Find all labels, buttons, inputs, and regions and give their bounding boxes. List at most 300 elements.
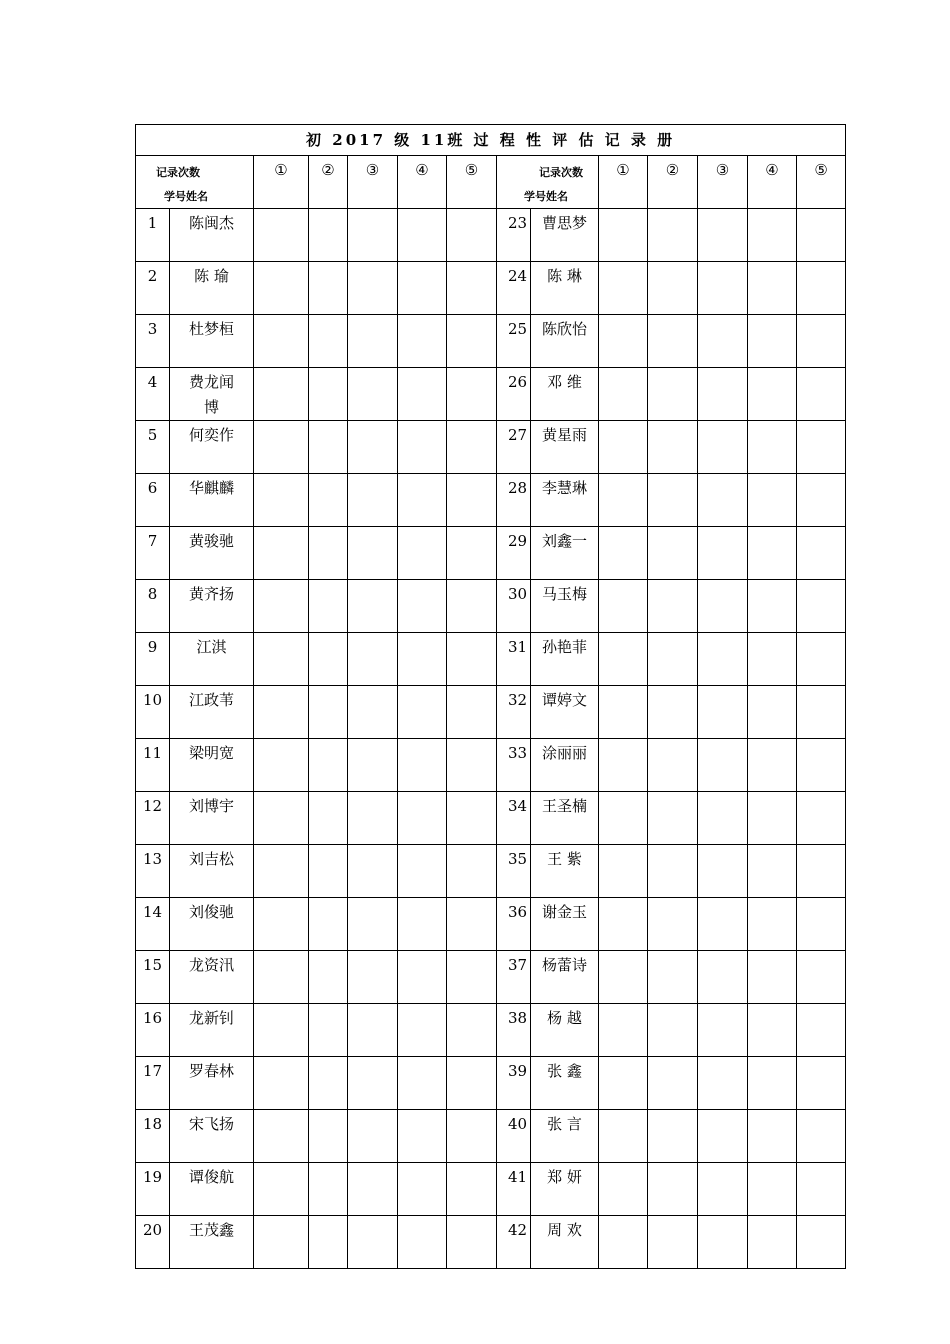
right-score-cell-4[interactable] — [748, 898, 797, 951]
left-score-cell-4[interactable] — [398, 951, 447, 1004]
left-score-cell-4[interactable] — [398, 1110, 447, 1163]
left-score-cell-3[interactable] — [348, 368, 398, 421]
left-score-cell-3[interactable] — [348, 1163, 398, 1216]
left-score-cell-1[interactable] — [254, 1057, 309, 1110]
right-score-cell-3[interactable] — [698, 951, 748, 1004]
left-student-name-text: 黄齐扬 — [188, 585, 234, 603]
record-count-label: 记录次数 — [156, 166, 200, 179]
left-score-cell-3[interactable] — [348, 1004, 398, 1057]
left-score-cell-5[interactable] — [447, 1163, 497, 1216]
left-student-name-text: 龙新钊 — [188, 1009, 234, 1027]
left-score-cell-2[interactable] — [309, 1057, 348, 1110]
right-student-name-text: 王圣楠 — [541, 797, 587, 815]
right-score-cell-3[interactable] — [698, 898, 748, 951]
right-student-name — [531, 951, 599, 1004]
right-score-cell-5[interactable] — [797, 951, 846, 1004]
left-score-cell-3[interactable] — [348, 686, 398, 739]
right-score-cell-3[interactable] — [698, 633, 748, 686]
right-score-cell-2[interactable] — [648, 1110, 698, 1163]
right-student-name — [531, 633, 599, 686]
left-score-cell-3[interactable] — [348, 845, 398, 898]
right-student-name-text: 马玉梅 — [541, 585, 587, 603]
right-score-cell-2[interactable] — [648, 1163, 698, 1216]
right-student-name — [531, 1110, 599, 1163]
left-student-name — [170, 792, 254, 845]
right-score-cell-1[interactable] — [599, 898, 648, 951]
left-score-cell-4[interactable] — [398, 368, 447, 421]
right-score-cell-1[interactable] — [599, 209, 648, 262]
left-student-name — [170, 951, 254, 1004]
right-score-cell-1[interactable] — [599, 1216, 648, 1269]
left-student-name-text: 华麒麟 — [188, 479, 234, 497]
student-row — [136, 1110, 846, 1163]
right-student-name — [531, 421, 599, 474]
right-student-name-text: 孙艳菲 — [541, 638, 587, 656]
right-student-number: 42 — [497, 1216, 531, 1269]
left-student-name — [170, 1110, 254, 1163]
right-score-cell-5[interactable] — [797, 580, 846, 633]
left-score-cell-1[interactable] — [254, 845, 309, 898]
left-score-cell-2[interactable] — [309, 845, 348, 898]
left-score-cell-4[interactable] — [398, 1057, 447, 1110]
right-score-cell-4[interactable] — [748, 686, 797, 739]
left-score-cell-1[interactable] — [254, 633, 309, 686]
left-score-cell-2[interactable] — [309, 580, 348, 633]
right-student-name-text: 陈欣怡 — [541, 320, 587, 338]
left-score-cell-1[interactable] — [254, 315, 309, 368]
left-student-name-text: 刘博宇 — [188, 797, 234, 815]
left-score-cell-2[interactable] — [309, 792, 348, 845]
left-score-cell-2[interactable] — [309, 1004, 348, 1057]
right-score-cell-2[interactable] — [648, 951, 698, 1004]
left-score-cell-5[interactable] — [447, 368, 497, 421]
mark-4-header: ④ — [748, 156, 797, 209]
left-score-cell-2[interactable] — [309, 1216, 348, 1269]
right-score-cell-4[interactable] — [748, 633, 797, 686]
left-score-cell-3[interactable] — [348, 898, 398, 951]
right-score-cell-2[interactable] — [648, 315, 698, 368]
student-row — [136, 951, 846, 1004]
left-score-cell-3[interactable] — [348, 792, 398, 845]
right-score-cell-3[interactable] — [698, 209, 748, 262]
right-student-name — [531, 845, 599, 898]
left-student-number: 10 — [136, 686, 170, 739]
left-score-cell-4[interactable] — [398, 792, 447, 845]
left-score-cell-3[interactable] — [348, 474, 398, 527]
left-score-cell-3[interactable] — [348, 527, 398, 580]
left-student-name — [170, 845, 254, 898]
left-score-cell-2[interactable] — [309, 1110, 348, 1163]
left-student-name — [170, 474, 254, 527]
right-student-number: 26 — [497, 368, 531, 421]
right-score-cell-1[interactable] — [599, 527, 648, 580]
right-student-number: 23 — [497, 209, 531, 262]
mark-5-header: ⑤ — [797, 156, 846, 209]
left-score-cell-1[interactable] — [254, 792, 309, 845]
mark-1-header: ① — [599, 156, 648, 209]
left-score-cell-3[interactable] — [348, 580, 398, 633]
right-score-cell-1[interactable] — [599, 421, 648, 474]
right-student-name-text: 张 鑫 — [547, 1062, 582, 1080]
left-student-name — [170, 633, 254, 686]
left-student-name — [170, 1057, 254, 1110]
left-student-number: 16 — [136, 1004, 170, 1057]
student-row — [136, 421, 846, 474]
right-score-cell-2[interactable] — [648, 262, 698, 315]
left-score-cell-2[interactable] — [309, 898, 348, 951]
left-score-cell-4[interactable] — [398, 262, 447, 315]
left-score-cell-4[interactable] — [398, 845, 447, 898]
header-diagonal-cell-left — [136, 156, 254, 209]
right-score-cell-5[interactable] — [797, 1057, 846, 1110]
right-student-name-text: 王 紫 — [547, 850, 582, 868]
right-score-cell-3[interactable] — [698, 474, 748, 527]
left-student-number: 7 — [136, 527, 170, 580]
right-score-cell-3[interactable] — [698, 315, 748, 368]
right-student-number: 40 — [497, 1110, 531, 1163]
right-score-cell-4[interactable] — [748, 739, 797, 792]
left-score-cell-2[interactable] — [309, 421, 348, 474]
right-student-number: 33 — [497, 739, 531, 792]
page-title: 初 2017 级 11班 过 程 性 评 估 记 录 册 — [136, 125, 846, 156]
left-student-name-text: 刘俊驰 — [188, 903, 234, 921]
left-score-cell-3[interactable] — [348, 262, 398, 315]
left-score-cell-3[interactable] — [348, 1216, 398, 1269]
right-score-cell-1[interactable] — [599, 792, 648, 845]
left-score-cell-2[interactable] — [309, 1163, 348, 1216]
left-score-cell-2[interactable] — [309, 315, 348, 368]
right-score-cell-2[interactable] — [648, 898, 698, 951]
right-student-name — [531, 1163, 599, 1216]
left-score-cell-4[interactable] — [398, 315, 447, 368]
right-score-cell-3[interactable] — [698, 686, 748, 739]
left-score-cell-2[interactable] — [309, 262, 348, 315]
left-score-cell-1[interactable] — [254, 421, 309, 474]
header-row — [136, 156, 846, 209]
right-score-cell-5[interactable] — [797, 315, 846, 368]
right-student-name-text: 李慧琳 — [541, 479, 587, 497]
student-row — [136, 209, 846, 262]
right-score-cell-2[interactable] — [648, 474, 698, 527]
left-score-cell-4[interactable] — [398, 474, 447, 527]
right-student-name — [531, 1004, 599, 1057]
right-student-name-text: 曹思梦 — [541, 214, 587, 232]
left-score-cell-5[interactable] — [447, 898, 497, 951]
student-row — [136, 1057, 846, 1110]
left-student-number: 11 — [136, 739, 170, 792]
right-student-name-text: 杨蕾诗 — [541, 956, 587, 974]
right-score-cell-5[interactable] — [797, 527, 846, 580]
right-score-cell-5[interactable] — [797, 1110, 846, 1163]
right-score-cell-5[interactable] — [797, 686, 846, 739]
left-score-cell-2[interactable] — [309, 951, 348, 1004]
left-score-cell-3[interactable] — [348, 1110, 398, 1163]
right-student-number: 32 — [497, 686, 531, 739]
left-student-name-text: 何奕作 — [188, 426, 234, 444]
left-score-cell-4[interactable] — [398, 898, 447, 951]
right-score-cell-2[interactable] — [648, 792, 698, 845]
left-score-cell-4[interactable] — [398, 1216, 447, 1269]
left-score-cell-3[interactable] — [348, 951, 398, 1004]
right-score-cell-2[interactable] — [648, 739, 698, 792]
left-score-cell-1[interactable] — [254, 1110, 309, 1163]
right-student-name — [531, 1057, 599, 1110]
left-score-cell-5[interactable] — [447, 1110, 497, 1163]
right-score-cell-3[interactable] — [698, 792, 748, 845]
left-score-cell-2[interactable] — [309, 209, 348, 262]
right-score-cell-4[interactable] — [748, 527, 797, 580]
right-score-cell-2[interactable] — [648, 633, 698, 686]
student-row — [136, 898, 846, 951]
left-score-cell-5[interactable] — [447, 633, 497, 686]
right-score-cell-5[interactable] — [797, 633, 846, 686]
right-score-cell-3[interactable] — [698, 1110, 748, 1163]
left-score-cell-4[interactable] — [398, 580, 447, 633]
left-score-cell-5[interactable] — [447, 421, 497, 474]
left-student-number: 20 — [136, 1216, 170, 1269]
right-student-number: 27 — [497, 421, 531, 474]
right-score-cell-5[interactable] — [797, 474, 846, 527]
left-score-cell-1[interactable] — [254, 1004, 309, 1057]
right-score-cell-2[interactable] — [648, 527, 698, 580]
left-score-cell-5[interactable] — [447, 580, 497, 633]
left-score-cell-4[interactable] — [398, 686, 447, 739]
right-score-cell-3[interactable] — [698, 262, 748, 315]
right-score-cell-3[interactable] — [698, 527, 748, 580]
left-student-name — [170, 421, 254, 474]
right-score-cell-2[interactable] — [648, 1057, 698, 1110]
left-student-name — [170, 739, 254, 792]
left-student-number: 15 — [136, 951, 170, 1004]
left-score-cell-3[interactable] — [348, 633, 398, 686]
right-score-cell-1[interactable] — [599, 315, 648, 368]
right-score-cell-1[interactable] — [599, 633, 648, 686]
left-student-number: 6 — [136, 474, 170, 527]
left-student-name-text: 费龙闻博 — [188, 373, 234, 416]
left-student-number: 13 — [136, 845, 170, 898]
right-score-cell-4[interactable] — [748, 1163, 797, 1216]
right-score-cell-4[interactable] — [748, 315, 797, 368]
right-score-cell-3[interactable] — [698, 368, 748, 421]
right-score-cell-1[interactable] — [599, 580, 648, 633]
left-student-name — [170, 209, 254, 262]
left-score-cell-4[interactable] — [398, 739, 447, 792]
left-score-cell-3[interactable] — [348, 209, 398, 262]
left-score-cell-4[interactable] — [398, 1163, 447, 1216]
right-score-cell-1[interactable] — [599, 739, 648, 792]
left-score-cell-1[interactable] — [254, 209, 309, 262]
right-score-cell-5[interactable] — [797, 368, 846, 421]
left-score-cell-4[interactable] — [398, 421, 447, 474]
left-score-cell-1[interactable] — [254, 951, 309, 1004]
right-score-cell-1[interactable] — [599, 1163, 648, 1216]
left-score-cell-3[interactable] — [348, 315, 398, 368]
left-student-name-text: 王茂鑫 — [188, 1221, 234, 1239]
left-student-name — [170, 1216, 254, 1269]
right-student-name — [531, 474, 599, 527]
right-score-cell-1[interactable] — [599, 262, 648, 315]
right-score-cell-4[interactable] — [748, 1216, 797, 1269]
right-score-cell-5[interactable] — [797, 1163, 846, 1216]
right-score-cell-3[interactable] — [698, 580, 748, 633]
student-row — [136, 1216, 846, 1269]
left-score-cell-4[interactable] — [398, 527, 447, 580]
left-score-cell-5[interactable] — [447, 262, 497, 315]
left-student-number: 1 — [136, 209, 170, 262]
right-score-cell-1[interactable] — [599, 951, 648, 1004]
left-score-cell-5[interactable] — [447, 209, 497, 262]
left-score-cell-2[interactable] — [309, 633, 348, 686]
right-score-cell-4[interactable] — [748, 1004, 797, 1057]
left-score-cell-5[interactable] — [447, 315, 497, 368]
left-score-cell-4[interactable] — [398, 633, 447, 686]
right-student-name-text: 陈 琳 — [547, 267, 582, 285]
mark-2-header: ② — [309, 156, 348, 209]
left-student-number: 3 — [136, 315, 170, 368]
left-score-cell-2[interactable] — [309, 474, 348, 527]
right-score-cell-5[interactable] — [797, 421, 846, 474]
left-score-cell-2[interactable] — [309, 527, 348, 580]
left-student-number: 4 — [136, 368, 170, 421]
right-score-cell-4[interactable] — [748, 1110, 797, 1163]
right-score-cell-4[interactable] — [748, 1057, 797, 1110]
right-score-cell-3[interactable] — [698, 1057, 748, 1110]
left-score-cell-1[interactable] — [254, 898, 309, 951]
left-score-cell-4[interactable] — [398, 209, 447, 262]
left-score-cell-2[interactable] — [309, 739, 348, 792]
left-score-cell-5[interactable] — [447, 686, 497, 739]
header-diagonal-cell-right — [497, 156, 599, 209]
right-score-cell-3[interactable] — [698, 421, 748, 474]
mark-5-header: ⑤ — [447, 156, 497, 209]
right-score-cell-1[interactable] — [599, 1110, 648, 1163]
left-score-cell-1[interactable] — [254, 580, 309, 633]
right-score-cell-3[interactable] — [698, 1216, 748, 1269]
right-student-name — [531, 1216, 599, 1269]
left-score-cell-5[interactable] — [447, 527, 497, 580]
right-score-cell-4[interactable] — [748, 951, 797, 1004]
left-score-cell-5[interactable] — [447, 739, 497, 792]
student-row — [136, 792, 846, 845]
left-score-cell-1[interactable] — [254, 527, 309, 580]
left-score-cell-1[interactable] — [254, 262, 309, 315]
left-score-cell-1[interactable] — [254, 1216, 309, 1269]
left-score-cell-5[interactable] — [447, 845, 497, 898]
right-student-name — [531, 527, 599, 580]
right-score-cell-3[interactable] — [698, 739, 748, 792]
right-student-number: 31 — [497, 633, 531, 686]
right-student-number: 25 — [497, 315, 531, 368]
right-score-cell-3[interactable] — [698, 845, 748, 898]
left-score-cell-1[interactable] — [254, 1163, 309, 1216]
left-score-cell-3[interactable] — [348, 739, 398, 792]
right-student-name-text: 周 欢 — [547, 1221, 582, 1239]
left-score-cell-5[interactable] — [447, 1216, 497, 1269]
right-score-cell-5[interactable] — [797, 1216, 846, 1269]
left-score-cell-5[interactable] — [447, 1004, 497, 1057]
left-score-cell-1[interactable] — [254, 474, 309, 527]
right-score-cell-2[interactable] — [648, 421, 698, 474]
right-student-name — [531, 262, 599, 315]
right-score-cell-5[interactable] — [797, 262, 846, 315]
left-student-number: 17 — [136, 1057, 170, 1110]
left-score-cell-5[interactable] — [447, 951, 497, 1004]
left-score-cell-2[interactable] — [309, 686, 348, 739]
student-row — [136, 580, 846, 633]
right-student-number: 34 — [497, 792, 531, 845]
right-score-cell-5[interactable] — [797, 739, 846, 792]
right-score-cell-2[interactable] — [648, 209, 698, 262]
right-student-name-text: 刘鑫一 — [541, 532, 587, 550]
right-score-cell-1[interactable] — [599, 1057, 648, 1110]
right-score-cell-1[interactable] — [599, 474, 648, 527]
left-student-number: 9 — [136, 633, 170, 686]
right-student-name — [531, 792, 599, 845]
right-score-cell-2[interactable] — [648, 1216, 698, 1269]
right-score-cell-5[interactable] — [797, 898, 846, 951]
right-student-name — [531, 315, 599, 368]
right-score-cell-2[interactable] — [648, 1004, 698, 1057]
right-student-number: 39 — [497, 1057, 531, 1110]
right-score-cell-4[interactable] — [748, 580, 797, 633]
right-score-cell-3[interactable] — [698, 1004, 748, 1057]
student-row — [136, 1163, 846, 1216]
student-row — [136, 368, 846, 421]
right-score-cell-2[interactable] — [648, 580, 698, 633]
right-score-cell-1[interactable] — [599, 686, 648, 739]
right-student-name-text: 谢金玉 — [541, 903, 587, 921]
right-score-cell-4[interactable] — [748, 474, 797, 527]
left-score-cell-2[interactable] — [309, 368, 348, 421]
right-score-cell-5[interactable] — [797, 845, 846, 898]
right-student-name — [531, 580, 599, 633]
right-score-cell-5[interactable] — [797, 209, 846, 262]
right-score-cell-1[interactable] — [599, 1004, 648, 1057]
right-score-cell-2[interactable] — [648, 368, 698, 421]
left-score-cell-5[interactable] — [447, 792, 497, 845]
right-score-cell-2[interactable] — [648, 686, 698, 739]
left-score-cell-1[interactable] — [254, 368, 309, 421]
right-score-cell-4[interactable] — [748, 209, 797, 262]
left-student-number: 19 — [136, 1163, 170, 1216]
left-score-cell-3[interactable] — [348, 1057, 398, 1110]
right-score-cell-5[interactable] — [797, 792, 846, 845]
right-score-cell-5[interactable] — [797, 1004, 846, 1057]
student-row — [136, 527, 846, 580]
right-score-cell-4[interactable] — [748, 368, 797, 421]
right-score-cell-4[interactable] — [748, 792, 797, 845]
student-row — [136, 739, 846, 792]
right-score-cell-4[interactable] — [748, 421, 797, 474]
right-score-cell-3[interactable] — [698, 1163, 748, 1216]
right-score-cell-1[interactable] — [599, 845, 648, 898]
right-score-cell-4[interactable] — [748, 845, 797, 898]
right-score-cell-4[interactable] — [748, 262, 797, 315]
left-score-cell-1[interactable] — [254, 739, 309, 792]
right-score-cell-1[interactable] — [599, 368, 648, 421]
left-score-cell-5[interactable] — [447, 1057, 497, 1110]
right-score-cell-2[interactable] — [648, 845, 698, 898]
mark-3-header: ③ — [698, 156, 748, 209]
left-student-name — [170, 527, 254, 580]
left-score-cell-3[interactable] — [348, 421, 398, 474]
left-score-cell-4[interactable] — [398, 1004, 447, 1057]
left-score-cell-1[interactable] — [254, 686, 309, 739]
student-id-name-label: 学号姓名 — [524, 190, 568, 203]
left-student-name-text: 梁明宽 — [188, 744, 234, 762]
right-student-number: 29 — [497, 527, 531, 580]
left-score-cell-5[interactable] — [447, 474, 497, 527]
